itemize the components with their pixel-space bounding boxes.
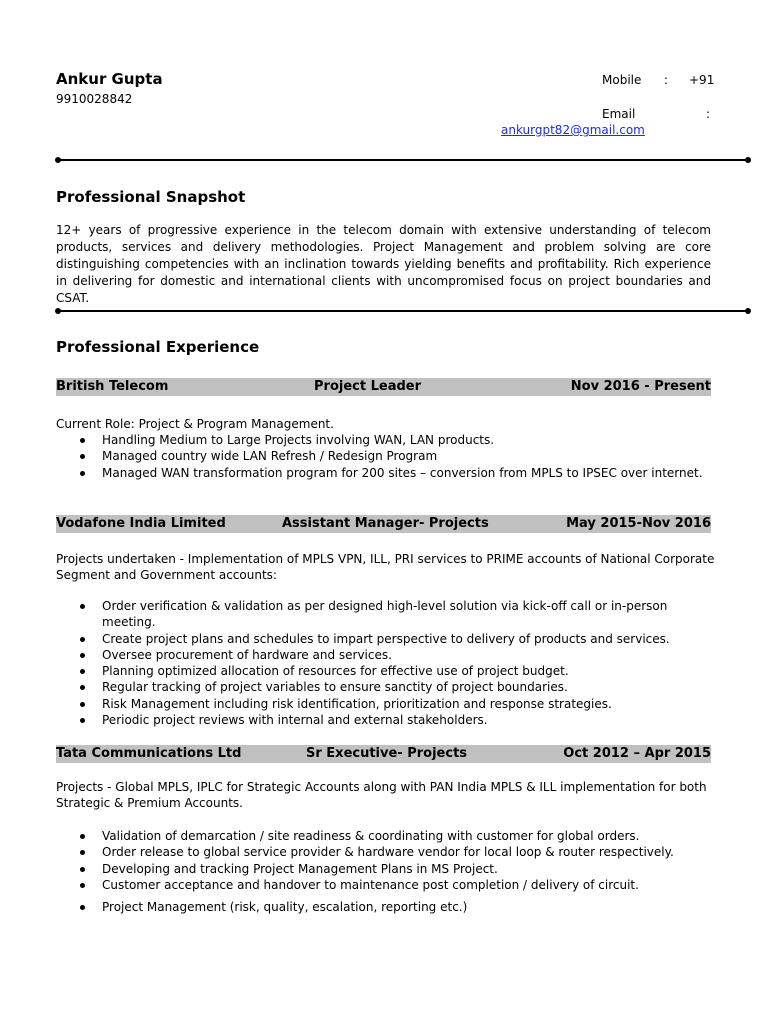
- job-role: Assistant Manager- Projects: [282, 516, 489, 531]
- list-item: Planning optimized allocation of resources for effective use of project budget.: [56, 663, 716, 679]
- snapshot-text: 12+ years of progressive experience in the telecom domain with extensive understanding of telecom products, services and delivery methodologies. Project Management and problem solving are core distinguishing competencies with an inclination towards yielding benefits and profitability. Rich experience in delivering for domestic and international clients with uncompromised focus on project boundaries and CSAT.: [56, 223, 711, 305]
- list-item: Managed country wide LAN Refresh / Redesign Program: [56, 448, 716, 464]
- divider-rule: [58, 159, 748, 161]
- job-summary: Current Role: Project & Program Management.: [56, 417, 334, 431]
- mobile-label: Mobile: [602, 73, 642, 87]
- list-item: Managed WAN transformation program for 200 sites – conversion from MPLS to IPSEC over internet.: [56, 465, 716, 481]
- job-period: Nov 2016 - Present: [570, 379, 711, 394]
- email-colon: :: [706, 107, 711, 121]
- job-header-bar: [56, 745, 711, 763]
- snapshot-heading: Professional Snapshot: [56, 188, 246, 206]
- list-item: Project Management (risk, quality, escalation, reporting etc.): [56, 899, 716, 915]
- job-period: May 2015-Nov 2016: [566, 516, 711, 531]
- job-bullet-list: [56, 598, 716, 728]
- list-item: Handling Medium to Large Projects involving WAN, LAN products.: [56, 432, 716, 448]
- divider-rule: [58, 310, 748, 312]
- job-bullet-list: [56, 828, 716, 915]
- email-link[interactable]: ankurgpt82@gmail.com: [501, 123, 645, 137]
- list-item: Create project plans and schedules to impart perspective to delivery of products and services.: [56, 631, 716, 647]
- list-item: Order release to global service provider & hardware vendor for local loop & router respectively.: [56, 844, 716, 860]
- phone-number: 9910028842: [56, 92, 133, 106]
- job-company: Vodafone India Limited: [56, 516, 226, 531]
- job-bullet-list: [56, 432, 716, 481]
- list-item: Customer acceptance and handover to maintenance post completion / delivery of circuit.: [56, 877, 716, 893]
- mobile-value: +91: [689, 73, 715, 87]
- job-company: British Telecom: [56, 379, 169, 394]
- email-label: Email: [602, 107, 636, 121]
- job-summary: Projects - Global MPLS, IPLC for Strategic Accounts along with PAN India MPLS & ILL implementation for both Strategic & Premium Accounts.: [56, 780, 707, 810]
- list-item: Order verification & validation as per designed high-level solution via kick-off call or in-person meeting.: [56, 598, 716, 631]
- job-summary: Projects undertaken - Implementation of MPLS VPN, ILL, PRI services to PRIME accounts of National Corporate Segment and Government accounts:: [56, 552, 715, 582]
- list-item: Developing and tracking Project Management Plans in MS Project.: [56, 861, 716, 877]
- list-item: Oversee procurement of hardware and services.: [56, 647, 716, 663]
- job-role: Project Leader: [314, 379, 421, 394]
- candidate-name: Ankur Gupta: [56, 70, 163, 88]
- list-item: Validation of demarcation / site readiness & coordinating with customer for global orders.: [56, 828, 716, 844]
- list-item: Periodic project reviews with internal and external stakeholders.: [56, 712, 716, 728]
- mobile-colon: :: [664, 73, 669, 87]
- job-header-bar: [56, 378, 711, 396]
- job-header-bar: [56, 515, 711, 533]
- job-period: Oct 2012 – Apr 2015: [563, 746, 711, 761]
- experience-heading: Professional Experience: [56, 338, 260, 356]
- job-role: Sr Executive- Projects: [306, 746, 468, 761]
- job-company: Tata Communications Ltd: [56, 746, 242, 761]
- list-item: Risk Management including risk identification, prioritization and response strategies.: [56, 696, 716, 712]
- list-item: Regular tracking of project variables to ensure sanctity of project boundaries.: [56, 679, 716, 695]
